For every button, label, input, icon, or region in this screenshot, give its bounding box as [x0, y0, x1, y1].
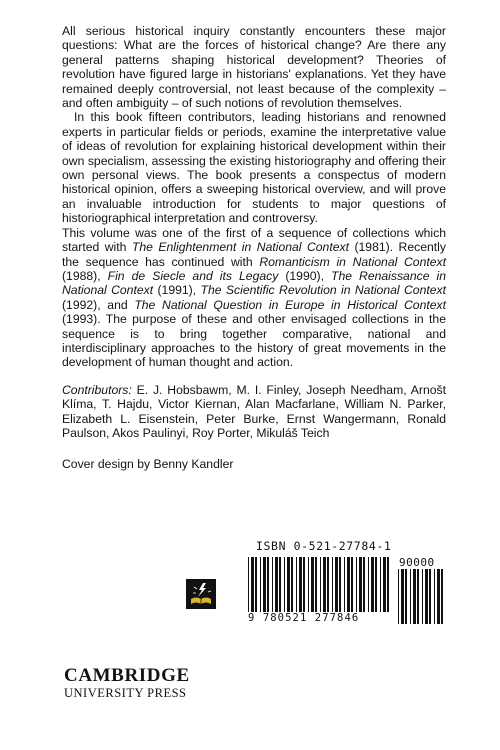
text-segment: (1991),: [153, 283, 201, 298]
book-title: The Renaissance in National Context: [62, 268, 447, 298]
ean-digits: 9 780521 277846: [248, 612, 360, 624]
publisher-imprint: [64, 666, 190, 700]
contributors-label: Contributors:: [62, 382, 132, 397]
text-segment: (1988),: [62, 268, 108, 283]
book-title: The Scientific Revolution in National Context: [200, 283, 446, 298]
cover-design-credit: Cover design by Benny Kandler: [62, 457, 234, 472]
back-cover-blurb: [62, 24, 446, 472]
contributors-list: [62, 383, 446, 441]
book-title: Fin de Siecle and its Legacy: [107, 268, 279, 283]
blurb-paragraph-3: [62, 226, 446, 370]
text-segment: (1990),: [278, 268, 331, 283]
text-segment: (1981). Recently the sequence has continued with: [62, 240, 446, 269]
book-title: The Enlightenment in National Context: [131, 240, 349, 255]
isbn-number: ISBN 0-521-27784-1: [256, 539, 392, 553]
open-book-lightning-icon: [186, 579, 216, 609]
book-title: Romanticism in National Context: [259, 254, 446, 269]
text-segment: (1992), and: [62, 297, 135, 312]
text-segment: This volume was one of the first of a sequence of collections which started with: [62, 225, 446, 255]
publisher-logo: [186, 579, 216, 609]
contributors-names: E. J. Hobsbawm, M. I. Finley, Joseph Needham, Arnošt Klíma, T. Hajdu, Victor Kiernan, Alan Macfarlane, William N. Parker, Elizabeth L. Eisenstein, Peter Burke, Ernst Wangermann, Ronald Paulson, Akos Paulinyi, Roy Porter, Mikuláš Teich: [62, 382, 446, 440]
text-segment: (1993). The purpose of these and other envisaged collections in the sequence is to bring together comparative, national and interdisciplinary approaches to the history of great movements in the development of human thought and action.: [62, 312, 446, 370]
barcode-block: [248, 555, 448, 627]
book-title: The National Question in Europe in Historical Context: [134, 297, 446, 312]
publisher-name: CAMBRIDGE: [64, 665, 190, 686]
blurb-paragraph-2: In this book fifteen contributors, leading historians and renowned experts in particular fields or periods, examine the interpretative value of ideas of revolution for explaining historical development within their own specialism, assessing the existing historiography and offering their own personal views. The book presents a conspectus of modern historical opinion, offers a sweeping historical overview, and will prove an invaluable introduction for students to major questions of historiographical interpretation and controversy.: [62, 110, 446, 226]
price-code: 90000: [399, 556, 435, 569]
publisher-subtitle: UNIVERSITY PRESS: [64, 686, 187, 700]
blurb-paragraph-1: All serious historical inquiry constantly encounters these major questions: What are the forces of historical change? Are there any general patterns shaping historical development? Theories of revolution have figured large in historians' explanations. Yet they have remained deeply controversial, not least because of the complexity – and often ambiguity – of such notions of revolution themselves.: [62, 24, 446, 111]
